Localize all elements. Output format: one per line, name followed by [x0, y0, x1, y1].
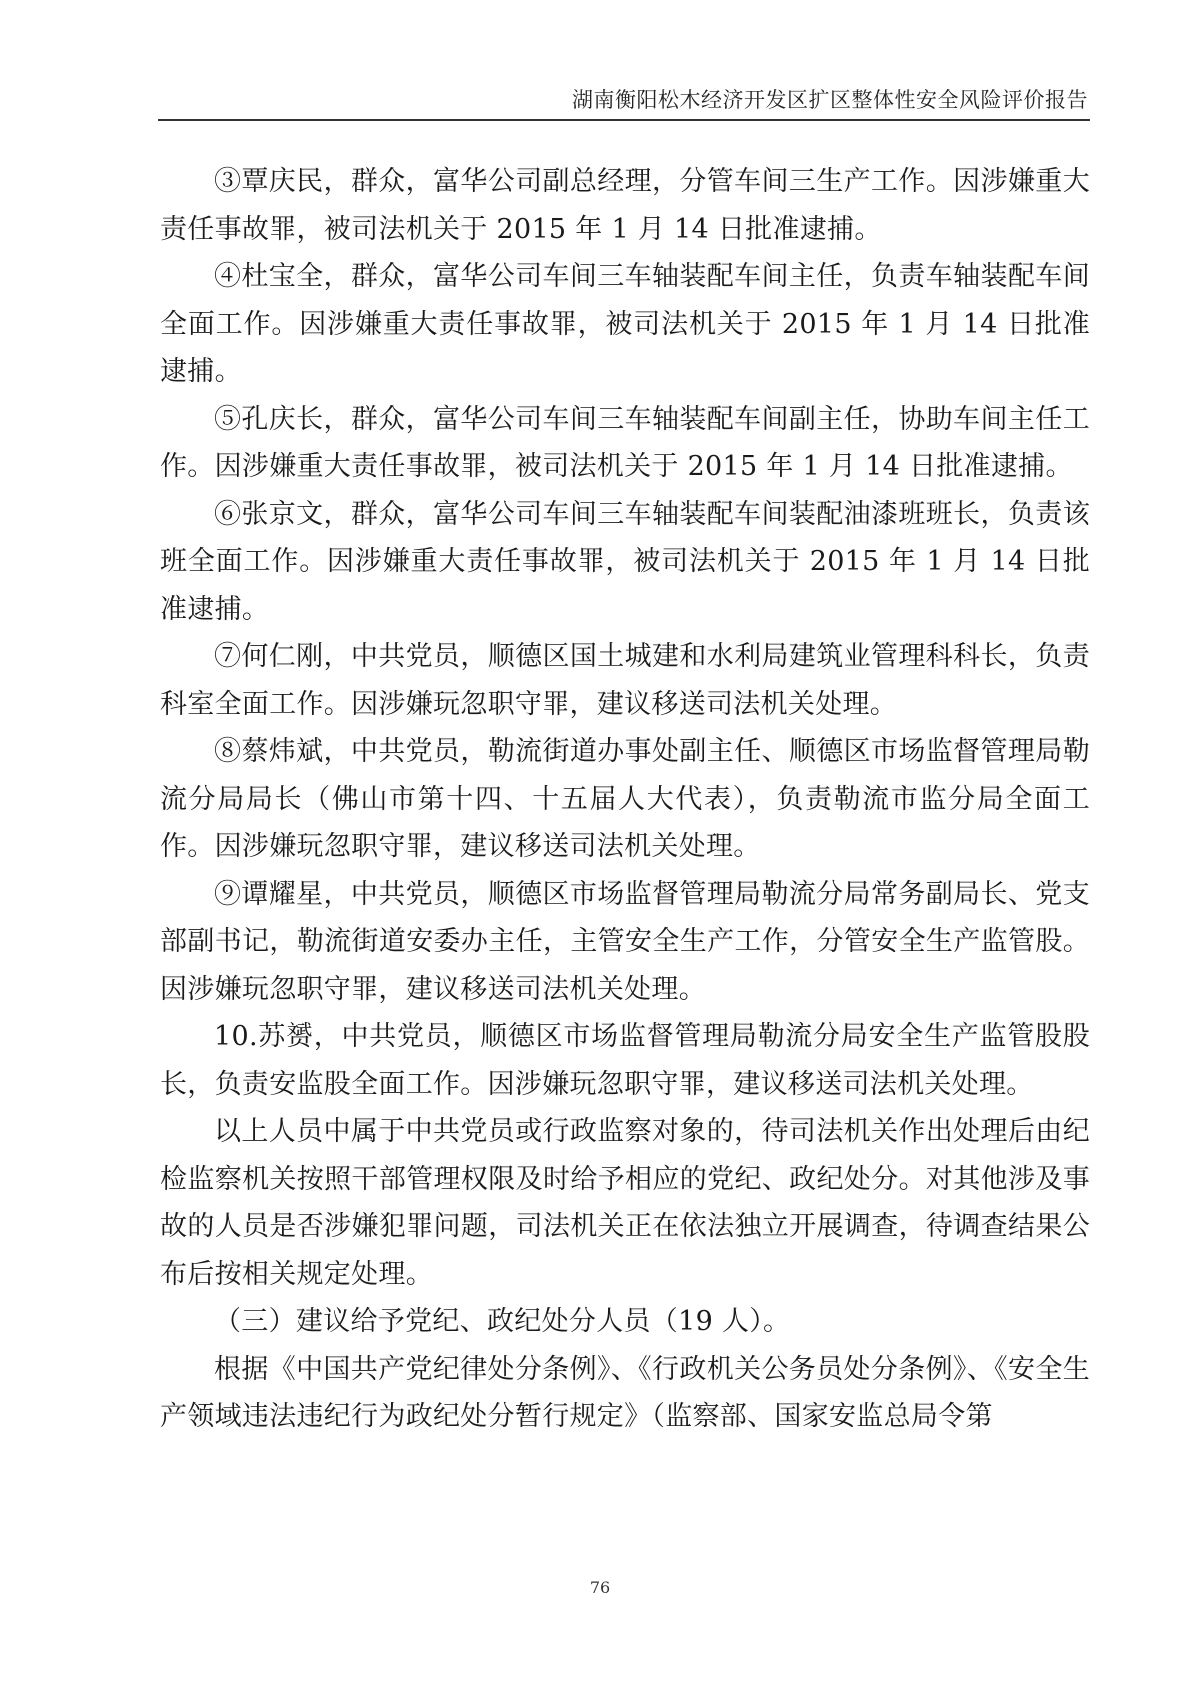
paragraph-person-5: ⑤孔庆长，群众，富华公司车间三车轴装配车间副主任，协助车间主任工作。因涉嫌重大责任事故罪，被司法机关于 2015 年 1 月 14 日批准逮捕。 [160, 403, 1090, 482]
paragraph-person-4: ④杜宝全，群众，富华公司车间三车轴装配车间主任，负责车轴装配车间全面工作。因涉嫌重大责任事故罪，被司法机关于 2015 年 1 月 14 日批准逮捕。 [160, 261, 1090, 387]
section-heading: （三）建议给予党纪、政纪处分人员（19 人）。 [214, 1306, 791, 1337]
paragraph-person-3: ③覃庆民，群众，富华公司副总经理，分管车间三生产工作。因涉嫌重大责任事故罪，被司法机关于 2015 年 1 月 14 日批准逮捕。 [160, 166, 1090, 245]
paragraph-person-9: ⑨谭耀星，中共党员，顺德区市场监督管理局勒流分局常务副局长、党支部副书记，勒流街道安委办主任，主管安全生产工作，分管安全生产监管股。因涉嫌玩忽职守罪，建议移送司法机关处理。 [160, 878, 1090, 1005]
paragraph-person-10: 10.苏赟，中共党员，顺德区市场监督管理局勒流分局安全生产监管股股长，负责安监股全面工作。因涉嫌玩忽职守罪，建议移送司法机关处理。 [160, 1021, 1090, 1100]
paragraph-person-6: ⑥张京文，群众，富华公司车间三车轴装配车间装配油漆班班长，负责该班全面工作。因涉嫌重大责任事故罪，被司法机关于 2015 年 1 月 14 日批准逮捕。 [160, 498, 1090, 625]
paragraph-person-7: ⑦何仁刚，中共党员，顺德区国土城建和水利局建筑业管理科科长，负责科室全面工作。因涉嫌玩忽职守罪，建议移送司法机关处理。 [160, 641, 1090, 720]
paragraph-person-8: ⑧蔡炜斌，中共党员，勒流街道办事处副主任、顺德区市场监督管理局勒流分局局长（佛山市第十四、十五届人大代表），负责勒流市监分局全面工作。因涉嫌玩忽职守罪，建议移送司法机关处理。 [160, 736, 1090, 862]
page-number: 76 [589, 1578, 611, 1597]
body-text [160, 158, 1090, 1441]
paragraph-basis: 根据《中国共产党纪律处分条例》、《行政机关公务员处分条例》、《安全生产领域违法违纪行为政纪处分暂行规定》（监察部、国家安监总局令第 [160, 1353, 1090, 1432]
paragraph-summary: 以上人员中属于中共党员或行政监察对象的，待司法机关作出处理后由纪检监察机关按照干部管理权限及时给予相应的党纪、政纪处分。对其他涉及事故的人员是否涉嫌犯罪问题，司法机关正在依法独立开展调查，待调查结果公布后按相关规定处理。 [160, 1116, 1090, 1290]
running-header: 湖南衡阳松木经济开发区扩区整体性安全风险评价报告 [572, 88, 1088, 112]
header-divider [158, 119, 1090, 121]
